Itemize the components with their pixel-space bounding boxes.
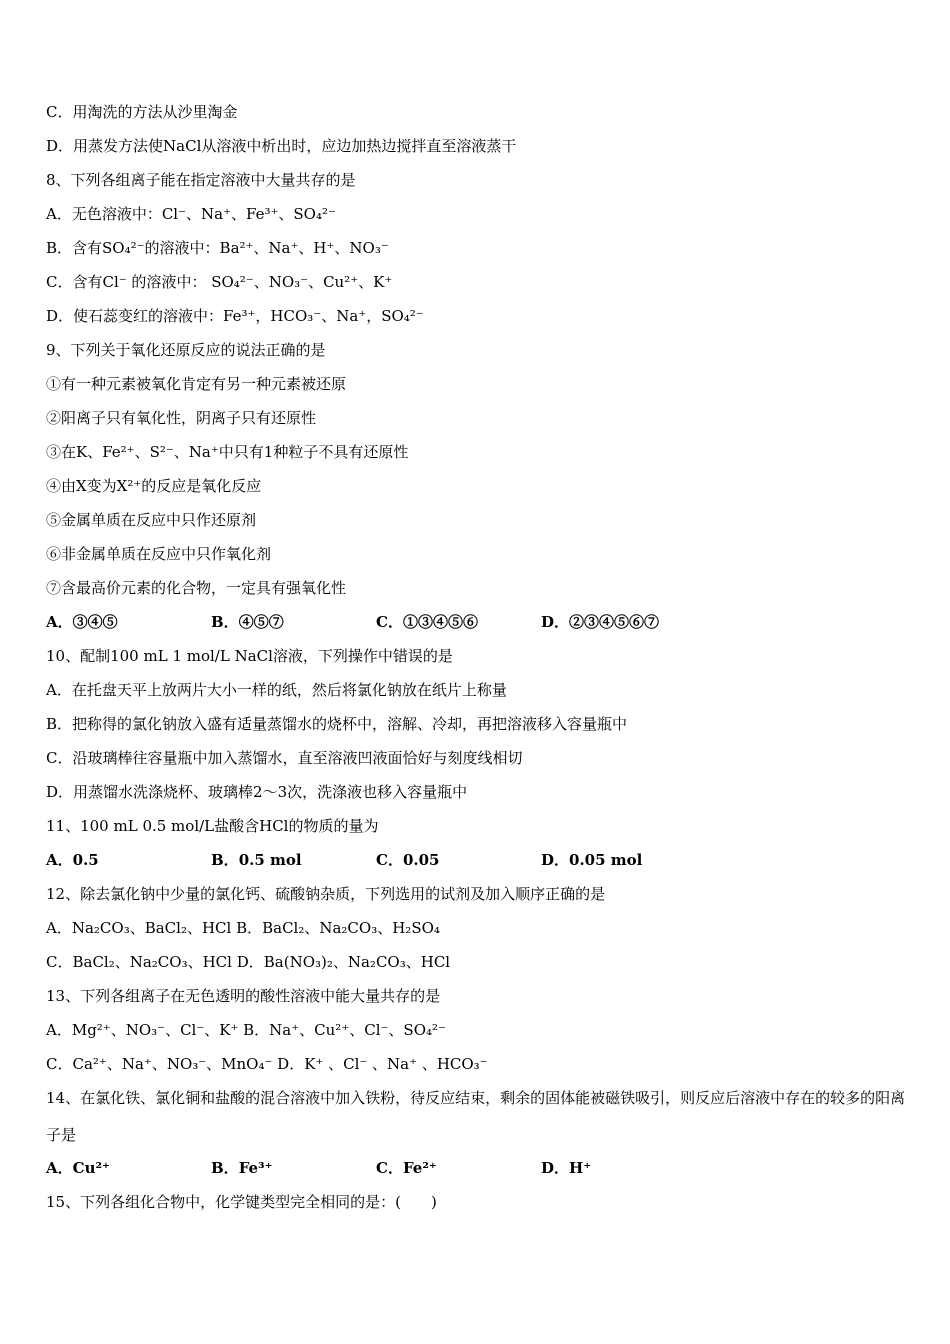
document-body <box>46 100 916 1224</box>
answer-option <box>541 610 706 644</box>
option-text: Fe³⁺ <box>238 1159 273 1177</box>
option-label: B． <box>211 851 239 869</box>
document-line: C．含有Cl⁻ 的溶液中： SO₄²⁻、NO₃⁻、Cu²⁺、K⁺ <box>46 273 393 291</box>
option-label: C． <box>376 1159 403 1177</box>
document-line: C．Ca²⁺、Na⁺、NO₃⁻、MnO₄⁻ D．K⁺ 、Cl⁻ 、Na⁺ 、HCO₃⁻ <box>46 1055 488 1073</box>
document-line: D．用蒸发方法使NaCl从溶液中析出时，应边加热边搅拌直至溶液蒸干 <box>46 137 517 155</box>
document-line: A．在托盘天平上放两片大小一样的纸，然后将氯化钠放在纸片上称量 <box>46 681 507 699</box>
option-label: A． <box>46 851 73 869</box>
option-text: 0.05 <box>402 851 440 869</box>
document-line: D．用蒸馏水洗涤烧杯、玻璃棒2～3次，洗涤液也移入容量瓶中 <box>46 783 468 801</box>
option-label: D． <box>541 613 570 631</box>
option-text: Cu²⁺ <box>72 1159 110 1177</box>
document-line: ④由X变为X²⁺的反应是氧化反应 <box>46 477 262 495</box>
option-text: 0.5 mol <box>238 851 302 869</box>
document-line: ①有一种元素被氧化肯定有另一种元素被还原 <box>46 375 347 393</box>
answer-option <box>541 848 706 882</box>
option-label: C． <box>376 851 403 869</box>
option-label: B． <box>211 613 239 631</box>
question-stem: 15、下列各组化合物中，化学键类型完全相同的是：( ) <box>46 1193 437 1211</box>
document-line: ⑦含最高价元素的化合物，一定具有强氧化性 <box>46 579 347 597</box>
question-stem: 12、除去氯化钠中少量的氯化钙、硫酸钠杂质，下列选用的试剂及加入顺序正确的是 <box>46 885 606 903</box>
answer-option <box>541 1156 706 1190</box>
answer-option <box>376 1156 541 1190</box>
answer-option <box>211 1156 376 1190</box>
document-line: D．使石蕊变红的溶液中：Fe³⁺，HCO₃⁻、Na⁺，SO₄²⁻ <box>46 307 424 325</box>
option-text: 0.05 mol <box>569 851 643 869</box>
document-line: B．把称得的氯化钠放入盛有适量蒸馏水的烧杯中，溶解、冷却，再把溶液移入容量瓶中 <box>46 715 628 733</box>
document-line: ②阳离子只有氧化性，阴离子只有还原性 <box>46 409 317 427</box>
answer-option <box>46 848 211 882</box>
option-label: A． <box>46 1159 73 1177</box>
option-label: D． <box>541 1159 570 1177</box>
option-text: H⁺ <box>569 1159 592 1177</box>
answer-option <box>211 610 376 644</box>
option-text: ③④⑤ <box>72 613 118 631</box>
answer-option <box>376 848 541 882</box>
option-text: ①③④⑤⑥ <box>402 613 478 631</box>
answer-option <box>46 610 211 644</box>
document-line: ③在K、Fe²⁺、S²⁻、Na⁺中只有1种粒子不具有还原性 <box>46 443 409 461</box>
option-text: ④⑤⑦ <box>238 613 284 631</box>
answer-option <box>46 1156 211 1190</box>
question-stem: 10、配制100 mL 1 mol/L NaCl溶液，下列操作中错误的是 <box>46 647 453 665</box>
option-text: Fe²⁺ <box>402 1159 437 1177</box>
question-stem: 14、在氯化铁、氯化铜和盐酸的混合溶液中加入铁粉，待反应结束，剩余的固体能被磁铁吸引，则反应后溶液中存在的较多的阳离子是 <box>46 1089 906 1144</box>
question-stem: 9、下列关于氧化还原反应的说法正确的是 <box>46 341 326 359</box>
question-stem: 8、下列各组离子能在指定溶液中大量共存的是 <box>46 171 356 189</box>
option-text: ②③④⑤⑥⑦ <box>569 613 660 631</box>
document-line: A．Mg²⁺、NO₃⁻、Cl⁻、K⁺ B．Na⁺、Cu²⁺、Cl⁻、SO₄²⁻ <box>46 1021 446 1039</box>
document-line: C．用淘洗的方法从沙里淘金 <box>46 103 238 121</box>
document-line: C．BaCl₂、Na₂CO₃、HCl D．Ba(NO₃)₂、Na₂CO₃、HCl <box>46 953 451 971</box>
option-text: 0.5 <box>72 851 99 869</box>
answer-option <box>211 848 376 882</box>
question-stem: 11、100 mL 0.5 mol/L盐酸含HCl的物质的量为 <box>46 817 379 835</box>
answer-options-row <box>46 848 916 882</box>
document-line: ⑤金属单质在反应中只作还原剂 <box>46 511 257 529</box>
answer-options-row <box>46 1156 916 1190</box>
answer-option <box>376 610 541 644</box>
option-label: D． <box>541 851 570 869</box>
answer-options-row <box>46 610 916 644</box>
document-line: A．Na₂CO₃、BaCl₂、HCl B．BaCl₂、Na₂CO₃、H₂SO₄ <box>46 919 440 937</box>
document-line: C．沿玻璃棒往容量瓶中加入蒸馏水，直至溶液凹液面恰好与刻度线相切 <box>46 749 523 767</box>
option-label: B． <box>211 1159 239 1177</box>
option-label: A． <box>46 613 73 631</box>
document-line: A．无色溶液中：Cl⁻、Na⁺、Fe³⁺、SO₄²⁻ <box>46 205 336 223</box>
document-line: B．含有SO₄²⁻的溶液中：Ba²⁺、Na⁺、H⁺、NO₃⁻ <box>46 239 389 257</box>
option-label: C． <box>376 613 403 631</box>
question-stem: 13、下列各组离子在无色透明的酸性溶液中能大量共存的是 <box>46 987 441 1005</box>
document-line: ⑥非金属单质在反应中只作氧化剂 <box>46 545 272 563</box>
